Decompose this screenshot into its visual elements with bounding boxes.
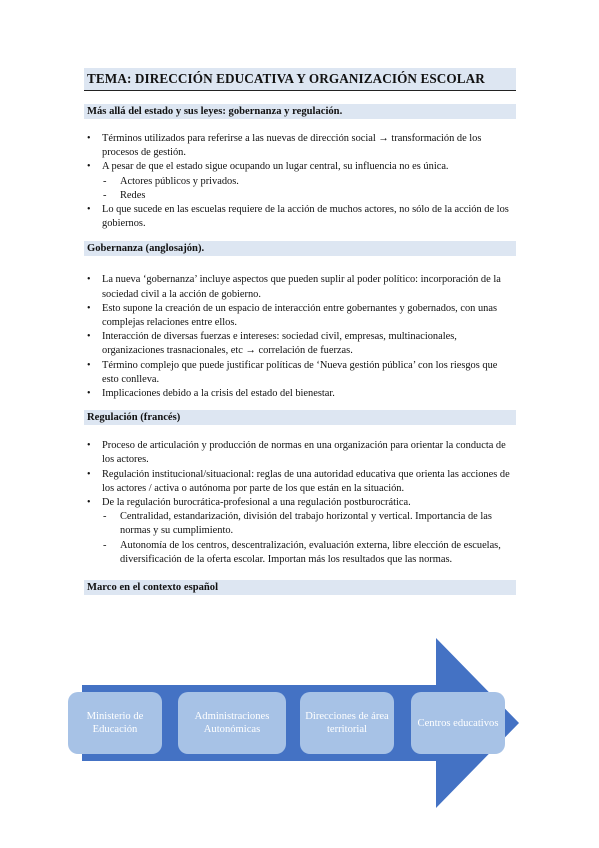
list-item: • Regulación institucional/situacional: reglas de una autoridad educativa que orienta las acciones de los actores / activa o autónoma por parte de los que están en la situación. bbox=[84, 468, 516, 496]
section-heading-gobernanza-regulacion: Más allá del estado y sus leyes: gobernanza y regulación. bbox=[84, 104, 516, 119]
list-item: • A pesar de que el estado sigue ocupando un lugar central, su influencia no es única. - Actores públicos y privados. - Redes bbox=[84, 160, 516, 203]
list-item: • Lo que sucede en las escuelas requiere de la acción de muchos actores, no sólo de la acción de los gobiernos. bbox=[84, 203, 516, 231]
list-item: • Proceso de articulación y producción de normas en una organización para orientar la conducta de los actores. bbox=[84, 439, 516, 467]
sub-list-item: - Autonomía de los centros, descentralización, evaluación externa, libre elección de escuelas, diversificación de la oferta escolar. Importan más los resultados que las normas. bbox=[102, 539, 516, 567]
list-item: • Esto supone la creación de un espacio de interacción entre gobernantes y gobernados, con unas complejas relaciones entre ellos. bbox=[84, 302, 516, 330]
section-3-list bbox=[84, 439, 516, 567]
sub-list-item: - Centralidad, estandarización, división del trabajo horizontal y vertical. Importancia de las normas y su cumplimiento. bbox=[102, 510, 516, 538]
process-diagram bbox=[64, 638, 524, 808]
section-heading-gobernanza: Gobernanza (anglosajón). bbox=[84, 241, 516, 256]
page-title: TEMA: DIRECCIÓN EDUCATIVA Y ORGANIZACIÓN ESCOLAR bbox=[84, 68, 516, 90]
sub-list-item: - Actores públicos y privados. bbox=[102, 175, 516, 189]
sub-list-item: - Redes bbox=[102, 189, 516, 203]
list-item: • De la regulación burocrática-profesional a una regulación postburocrática. - Centralidad, estandarización, división del trabajo horizontal y vertical. Importancia de las normas y su cumplimiento. - Autonomía de los centros, descentralización, evaluación externa, libre elección de escuelas, diversificación de la oferta escolar. Importan más los resultados que las normas. bbox=[84, 496, 516, 567]
section-2-list bbox=[84, 273, 516, 401]
process-box-centros: Centros educativos bbox=[411, 692, 505, 754]
section-heading-marco-espanol: Marco en el contexto español bbox=[84, 580, 516, 595]
sub-list bbox=[102, 510, 516, 567]
list-item: • La nueva ‘gobernanza’ incluye aspectos que pueden suplir al poder político: incorporación de la sociedad civil a la acción de gobierno. bbox=[84, 273, 516, 301]
list-item: • Términos utilizados para referirse a las nuevas de dirección social → transformación de los procesos de gestión. bbox=[84, 132, 516, 160]
list-item: • Término complejo que puede justificar políticas de ‘Nueva gestión pública’ con los riesgos que esto conlleva. bbox=[84, 359, 516, 387]
list-item: • Interacción de diversas fuerzas e intereses: sociedad civil, empresas, multinacionales, organizaciones trasnacionales, etc → correlación de fuerzas. bbox=[84, 330, 516, 358]
document-page bbox=[84, 68, 516, 595]
process-box-ministerio: Ministerio de Educación bbox=[68, 692, 162, 754]
sub-list bbox=[102, 175, 516, 203]
list-item: • Implicaciones debido a la crisis del estado del bienestar. bbox=[84, 387, 516, 401]
section-heading-regulacion: Regulación (francés) bbox=[84, 410, 516, 425]
process-box-administraciones: Administraciones Autonómicas bbox=[178, 692, 286, 754]
section-1-list bbox=[84, 132, 516, 231]
process-box-direcciones: Direcciones de área territorial bbox=[300, 692, 394, 754]
